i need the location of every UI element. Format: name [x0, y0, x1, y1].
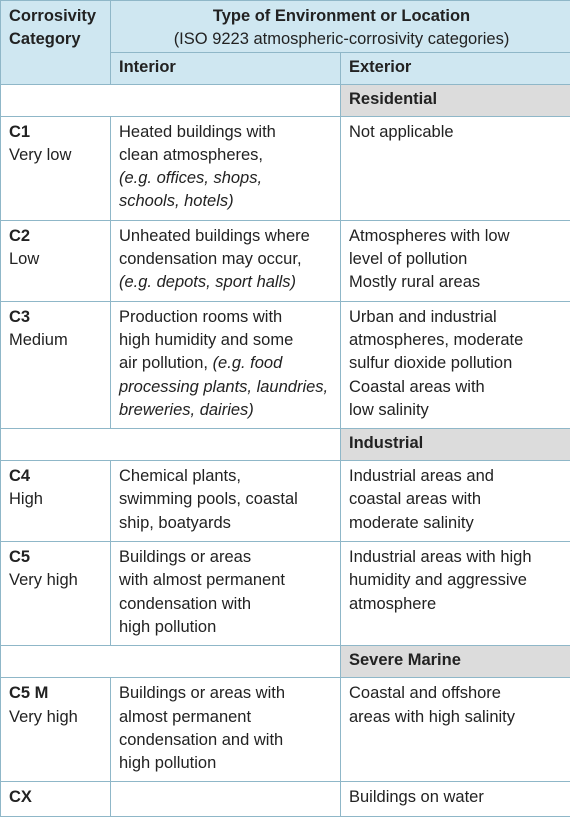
interior-header: Interior	[111, 52, 341, 84]
category-cell	[1, 220, 111, 301]
category-code: C5 M	[9, 682, 104, 705]
exterior-cell	[341, 542, 570, 646]
exterior-text: Atmospheres with low	[349, 225, 564, 248]
interior-text: ship, boatyards	[119, 512, 334, 535]
interior-cell	[111, 220, 341, 301]
interior-example: schools, hotels)	[119, 190, 334, 213]
interior-example: processing plants, laundries,	[119, 376, 334, 399]
category-name: Very low	[9, 144, 104, 167]
table-row-c5m	[1, 678, 570, 782]
exterior-text: Coastal areas with	[349, 376, 564, 399]
interior-text: condensation and with	[119, 729, 334, 752]
exterior-text: moderate salinity	[349, 512, 564, 535]
corrosivity-category-header	[1, 1, 111, 85]
exterior-cell	[341, 782, 570, 816]
table-row-c3	[1, 301, 570, 428]
category-code: CX	[9, 786, 104, 809]
category-name: Very high	[9, 706, 104, 729]
category-cell	[1, 461, 111, 542]
interior-text: swimming pools, coastal	[119, 488, 334, 511]
category-name: Medium	[9, 329, 104, 352]
section-severe-marine: Severe Marine	[341, 646, 570, 678]
environment-type-subtitle: (ISO 9223 atmospheric-corrosivity categories)	[119, 28, 564, 51]
interior-text: Buildings or areas with	[119, 682, 334, 705]
category-cell	[1, 301, 111, 428]
exterior-text: Industrial areas and	[349, 465, 564, 488]
exterior-text: atmospheres, moderate	[349, 329, 564, 352]
interior-text: condensation with	[119, 593, 334, 616]
interior-text: almost permanent	[119, 706, 334, 729]
interior-text: clean atmospheres,	[119, 144, 334, 167]
exterior-text: Urban and industrial	[349, 306, 564, 329]
exterior-text: coastal areas with	[349, 488, 564, 511]
exterior-text: level of pollution	[349, 248, 564, 271]
section-spacer	[1, 646, 341, 678]
exterior-cell	[341, 301, 570, 428]
exterior-text: sulfur dioxide pollution	[349, 352, 564, 375]
category-cell	[1, 678, 111, 782]
interior-cell	[111, 782, 341, 816]
category-code: C2	[9, 225, 104, 248]
interior-text: air pollution,	[119, 354, 213, 372]
interior-text: Heated buildings with	[119, 121, 334, 144]
category-cell	[1, 116, 111, 220]
category-name: High	[9, 488, 104, 511]
interior-text: with almost permanent	[119, 569, 334, 592]
interior-text: high pollution	[119, 752, 334, 775]
section-residential: Residential	[341, 84, 570, 116]
exterior-cell	[341, 461, 570, 542]
exterior-text: Not applicable	[349, 121, 564, 144]
exterior-text: Industrial areas with high	[349, 546, 564, 569]
exterior-cell	[341, 678, 570, 782]
exterior-text: Buildings on water	[349, 786, 564, 809]
interior-example: (e.g. food	[213, 354, 283, 372]
exterior-text: Mostly rural areas	[349, 271, 564, 294]
interior-example: (e.g. offices, shops,	[119, 167, 334, 190]
interior-cell	[111, 301, 341, 428]
category-code: C3	[9, 306, 104, 329]
interior-text: Production rooms with	[119, 306, 334, 329]
environment-type-title: Type of Environment or Location	[119, 5, 564, 28]
interior-text: high pollution	[119, 616, 334, 639]
table-row-c5	[1, 542, 570, 646]
interior-text: condensation may occur,	[119, 248, 334, 271]
category-name: Very high	[9, 569, 104, 592]
category-code: C1	[9, 121, 104, 144]
section-industrial: Industrial	[341, 429, 570, 461]
interior-text: Unheated buildings where	[119, 225, 334, 248]
table-row-cx	[1, 782, 570, 816]
exterior-text: atmosphere	[349, 593, 564, 616]
exterior-text: Coastal and offshore	[349, 682, 564, 705]
category-cell	[1, 542, 111, 646]
interior-example: (e.g. depots, sport halls)	[119, 271, 334, 294]
exterior-text: low salinity	[349, 399, 564, 422]
category-header-line2: Category	[9, 28, 104, 51]
category-name: Low	[9, 248, 104, 271]
exterior-header: Exterior	[341, 52, 570, 84]
interior-example: breweries, dairies)	[119, 399, 334, 422]
interior-cell	[111, 461, 341, 542]
category-header-line1: Corrosivity	[9, 5, 104, 28]
exterior-text: humidity and aggressive	[349, 569, 564, 592]
category-cell	[1, 782, 111, 816]
table-row-c1	[1, 116, 570, 220]
interior-cell	[111, 116, 341, 220]
interior-text: Buildings or areas	[119, 546, 334, 569]
category-code: C5	[9, 546, 104, 569]
table-row-c4	[1, 461, 570, 542]
exterior-cell	[341, 116, 570, 220]
interior-cell	[111, 678, 341, 782]
exterior-cell	[341, 220, 570, 301]
interior-cell	[111, 542, 341, 646]
interior-text-line	[119, 352, 334, 375]
section-spacer	[1, 84, 341, 116]
environment-type-header	[111, 1, 570, 53]
section-spacer	[1, 429, 341, 461]
exterior-text: areas with high salinity	[349, 706, 564, 729]
category-code: C4	[9, 465, 104, 488]
interior-text: high humidity and some	[119, 329, 334, 352]
interior-text: Chemical plants,	[119, 465, 334, 488]
table-row-c2	[1, 220, 570, 301]
